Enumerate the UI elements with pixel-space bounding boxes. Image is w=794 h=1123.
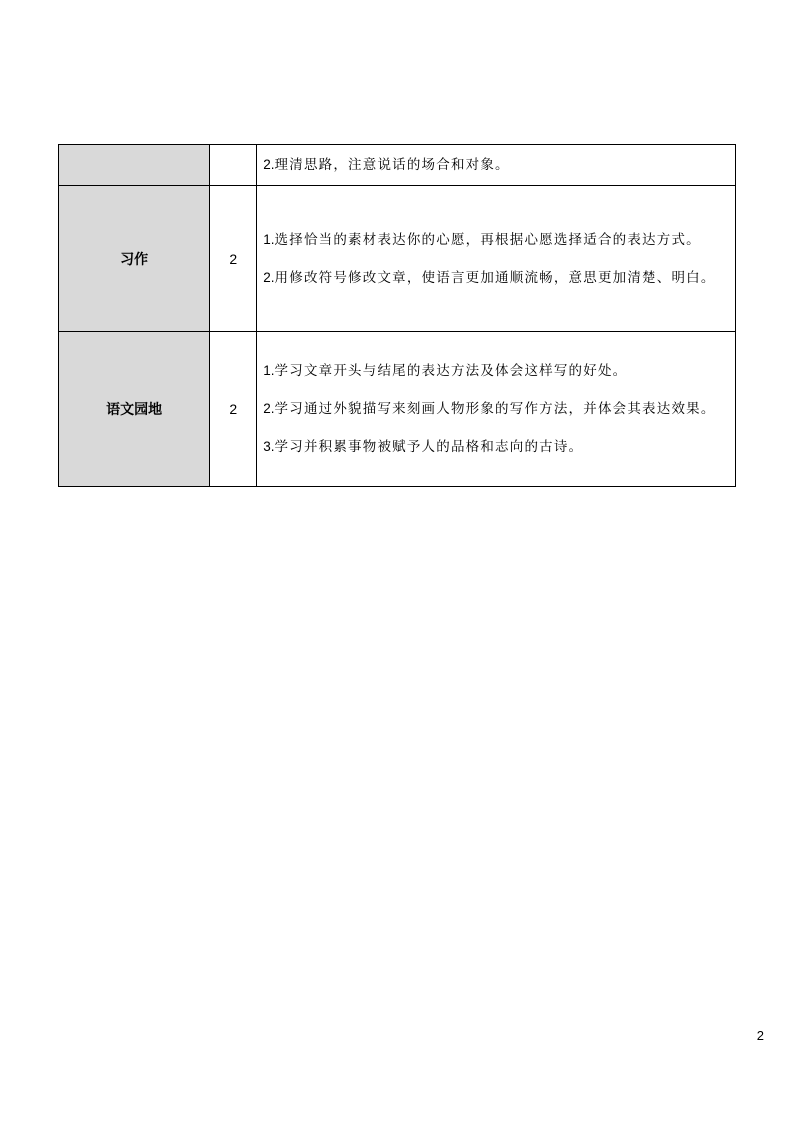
goal-text: 选择恰当的素材表达你的心愿，再根据心愿选择适合的表达方式。	[274, 231, 701, 248]
page-number: 2	[756, 1028, 764, 1043]
goal-number: 1.	[263, 231, 275, 247]
goal-text: 理清思路，注意说话的场合和对象。	[274, 157, 510, 173]
goal-item	[263, 393, 727, 425]
lesson-plan-table	[58, 144, 736, 487]
hours-cell: 2	[210, 186, 257, 332]
category-cell: 语文园地	[59, 332, 210, 487]
goal-number: 2.	[263, 401, 275, 416]
hours-cell	[210, 145, 257, 186]
goals-cell	[257, 145, 736, 186]
goal-number: 1.	[263, 363, 275, 378]
category-cell: 习作	[59, 186, 210, 332]
goal-text: 学习并积累事物被赋予人的品格和志向的古诗。	[274, 439, 584, 455]
goal-number: 3.	[263, 439, 275, 454]
hours-cell: 2	[210, 332, 257, 487]
goal-number: 2.	[263, 157, 275, 172]
goal-number: 2.	[263, 269, 275, 285]
goals-cell	[257, 186, 736, 332]
goal-item	[263, 224, 727, 256]
goal-text: 学习通过外貌描写来刻画人物形象的写作方法，并体会其表达效果。	[274, 401, 716, 417]
table-row	[59, 332, 736, 487]
goals-cell	[257, 332, 736, 487]
category-cell	[59, 145, 210, 186]
goal-text: 学习文章开头与结尾的表达方法及体会这样写的好处。	[274, 363, 628, 379]
goal-item	[263, 262, 727, 294]
goal-text: 用修改符号修改文章，使语言更加通顺流畅，意思更加清楚、明白。	[274, 269, 716, 286]
goal-item	[263, 431, 727, 463]
table-row	[59, 145, 736, 186]
table-row	[59, 186, 736, 332]
goal-item	[263, 149, 727, 181]
goal-item	[263, 355, 727, 387]
